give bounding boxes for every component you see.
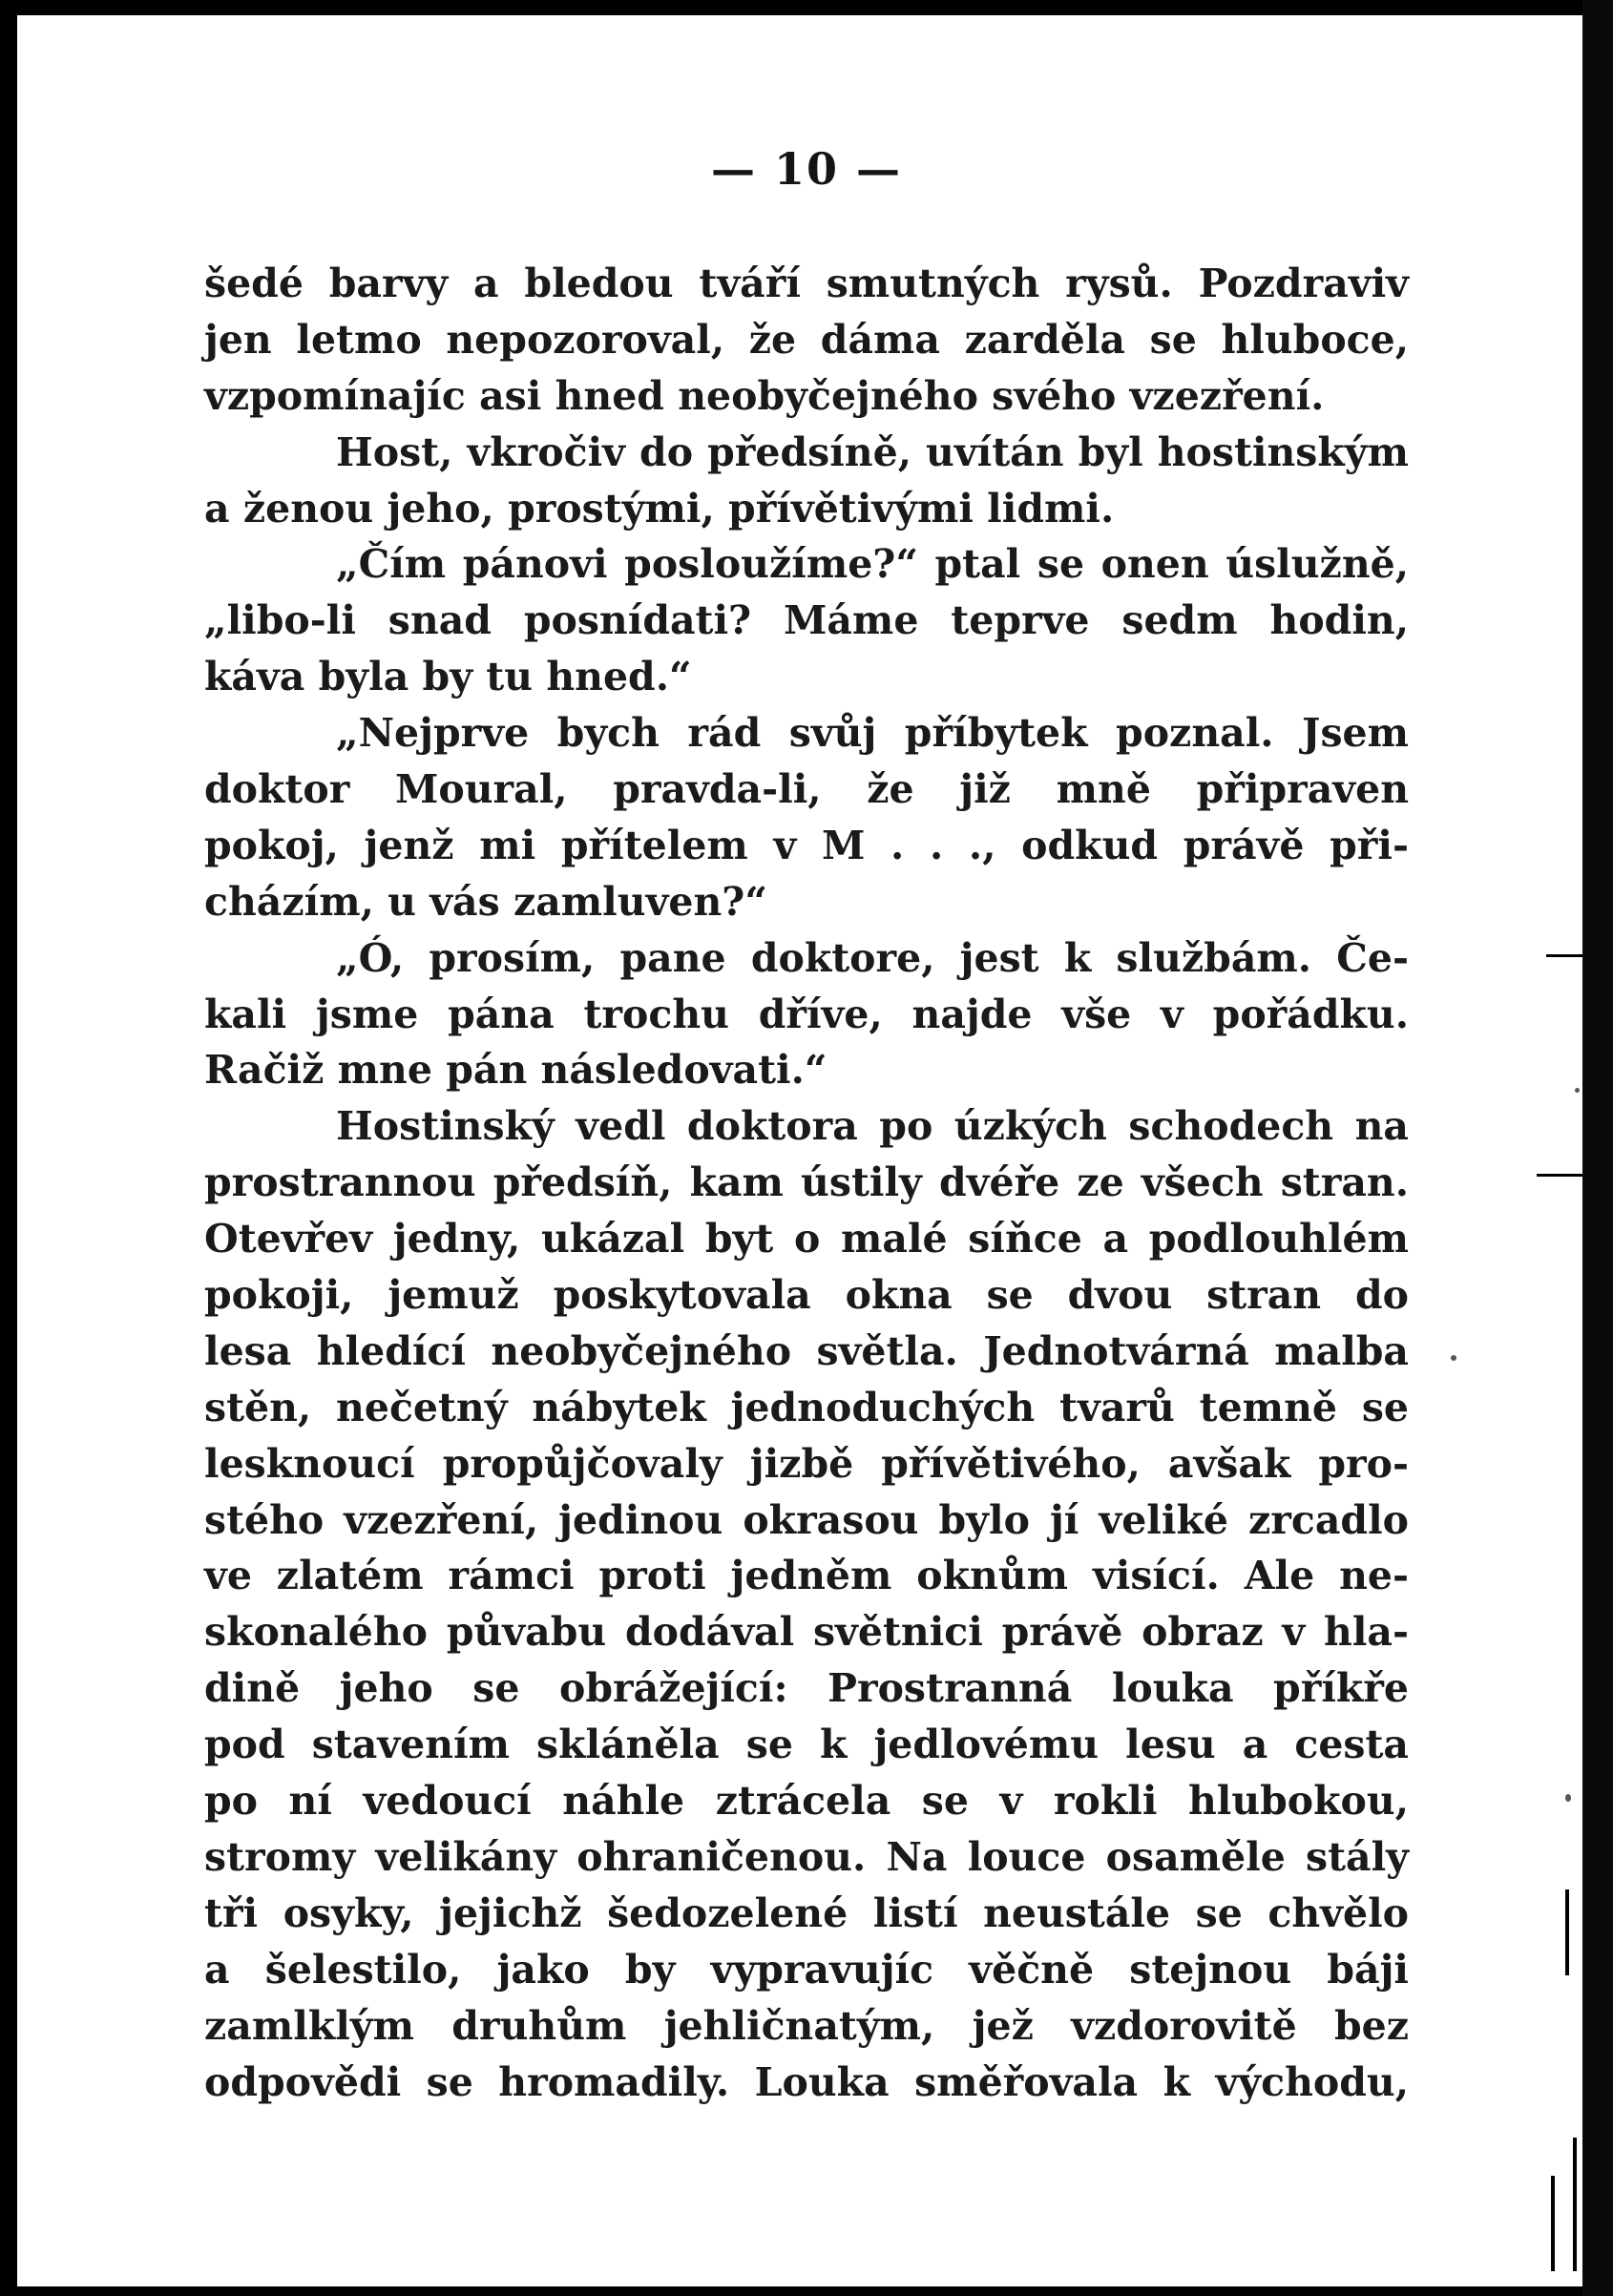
text-line: stého vzezření, jedinou okrasou bylo jí veliké zrcadlo xyxy=(204,1496,1409,1543)
text-line: a šelestilo, jako by vypravujíc věčně stejnou báji xyxy=(204,1946,1409,1993)
text-line: Host, vkročiv do předsíně, uvítán byl hostinským xyxy=(336,428,1409,475)
text-line: Hostinský vedl doktora po úzkých schodech na xyxy=(336,1103,1409,1150)
text-line: „libo-li snad posnídati? Máme teprve sedm hodin, xyxy=(204,597,1409,644)
scan-artifact xyxy=(1537,1174,1582,1177)
text-line: stromy velikány ohraničenou. Na louce osaměle stály xyxy=(204,1833,1409,1880)
scan-border xyxy=(1582,0,1613,2296)
text-line: káva byla by tu hned.“ xyxy=(204,654,692,700)
scan-artifact xyxy=(1565,1794,1571,1802)
text-line: pod stavením skláněla se k jedlovému lesu a cesta xyxy=(204,1722,1409,1768)
text-line: cházím, u vás zamluven?“ xyxy=(204,878,767,925)
text-line: doktor Moural, pravda-li, že již mně připraven xyxy=(204,766,1409,813)
text-line: pokoj, jenž mi přítelem v M . . ., odkud právě při- xyxy=(204,822,1409,868)
text-line: lesknoucí propůjčovaly jizbě přívětivého, avšak pro- xyxy=(204,1440,1409,1487)
text-line: vzpomínajíc asi hned neobyčejného svého vzezření. xyxy=(204,372,1325,419)
text-line: zamlklým druhům jehličnatým, jež vzdorovitě bez xyxy=(204,2002,1409,2049)
text-line: jen letmo nepozoroval, že dáma zarděla se hluboce, xyxy=(204,316,1409,363)
text-line: Otevřev jedny, ukázal byt o malé síňce a podlouhlém xyxy=(204,1216,1409,1263)
scan-artifact xyxy=(1565,1889,1569,1975)
text-line: prostrannou předsíň, kam ústily dvéře ze všech stran. xyxy=(204,1159,1409,1206)
text-line: stěn, nečetný nábytek jednoduchých tvarů temně se xyxy=(204,1384,1409,1430)
text-line: šedé barvy a bledou tváří smutných rysů. Pozdraviv xyxy=(204,261,1409,306)
body-text xyxy=(204,256,1409,2110)
text-line: odpovědi se hromadily. Louka směřovala k východu, xyxy=(204,2058,1409,2105)
text-line: lesa hledící neobyčejného světla. Jednotvárná malba xyxy=(204,1327,1409,1374)
text-line: ve zlatém rámci proti jedněm oknům visící. Ale ne- xyxy=(204,1553,1409,1599)
text-line: kali jsme pána trochu dříve, najde vše v pořádku. xyxy=(204,991,1409,1037)
text-line: Račiž mne pán následovati.“ xyxy=(204,1047,827,1094)
scan-artifact xyxy=(1573,2138,1577,2271)
scan-artifact xyxy=(1575,1088,1580,1093)
text-line: „Ó, prosím, pane doktore, jest k službám. Če- xyxy=(336,934,1409,981)
page-number: — 10 — xyxy=(710,143,903,195)
text-line: dině jeho se obrážející: Prostranná louka příkře xyxy=(204,1665,1409,1712)
text-line: „Nejprve bych rád svůj příbytek poznal. Jsem xyxy=(336,710,1409,757)
scan-artifact xyxy=(1551,2176,1555,2271)
text-line: po ní vedoucí náhle ztrácela se v rokli hlubokou, xyxy=(204,1778,1409,1825)
text-line: pokoji, jemuž poskytovala okna se dvou stran do xyxy=(204,1272,1409,1319)
text-line: tři osyky, jejichž šedozelené listí neustále se chvělo xyxy=(204,1889,1409,1936)
scan-artifact xyxy=(1546,954,1582,957)
text-line: skonalého půvabu dodával světnici právě obraz v hla- xyxy=(204,1609,1409,1656)
text-line: a ženou jeho, prostými, přívětivými lidmi. xyxy=(204,485,1115,532)
text-line: „Čím pánovi posloužíme?“ ptal se onen úslužně, xyxy=(336,541,1409,588)
scan-artifact xyxy=(1451,1355,1456,1361)
